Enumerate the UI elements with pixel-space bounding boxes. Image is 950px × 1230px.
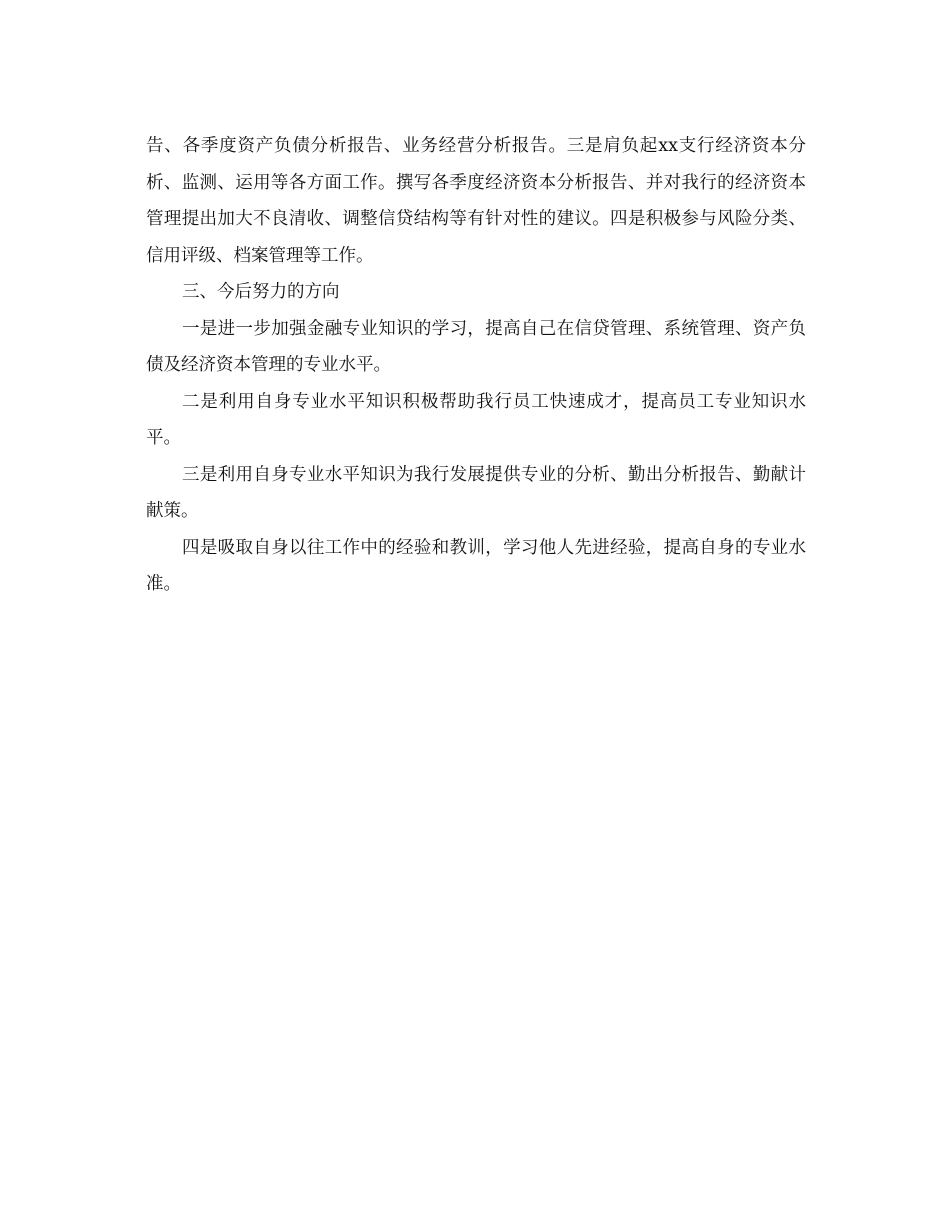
paragraph-item: 四是吸取自身以往工作中的经验和教训，学习他人先进经验，提高自身的专业水准。 — [146, 537, 806, 594]
paragraph-item: 一是进一步加强金融专业知识的学习，提高自己在信贷管理、系统管理、资产负债及经济资本管理的专业水平。 — [146, 318, 806, 375]
document-body — [146, 128, 806, 603]
paragraph-continuation: 告、各季度资产负债分析报告、业务经营分析报告。三是肩负起xx支行经济资本分析、监测、运用等各方面工作。撰写各季度经济资本分析报告、并对我行的经济资本管理提出加大不良清收、调整信贷结构等有针对性的建议。四是积极参与风险分类、信用评级、档案管理等工作。 — [146, 136, 806, 266]
paragraph-item: 三是利用自身专业水平知识为我行发展提供专业的分析、勤出分析报告、勤献计献策。 — [146, 464, 806, 521]
section-heading: 三、今后努力的方向 — [182, 282, 340, 302]
paragraph-item: 二是利用自身专业水平知识积极帮助我行员工快速成才，提高员工专业知识水平。 — [146, 391, 806, 448]
